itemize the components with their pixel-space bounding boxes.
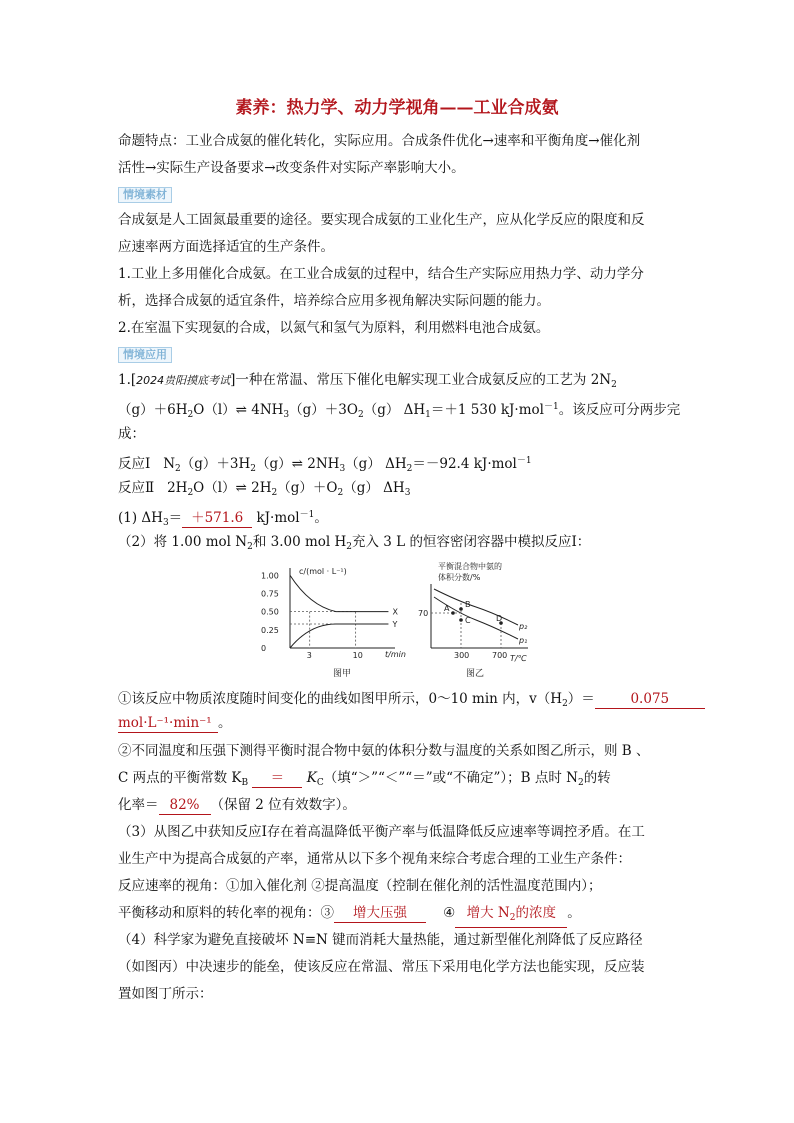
- label-d: D: [496, 614, 503, 623]
- q1-lead: 1.[2024贵阳摸底考试]一种在常温、常压下催化电解实现工业合成氨反应的工艺为 $2N_2$: [118, 372, 617, 390]
- chart-b-xtick-700: 700: [492, 651, 508, 660]
- chart-a-xtick: 3: [306, 651, 312, 660]
- label-a: A: [444, 604, 450, 613]
- answer-k-compare: ＝: [252, 769, 302, 788]
- chart-b-xtick-300: 300: [454, 651, 470, 660]
- circle-2-b: C 两点的平衡常数 $K_B = K_C$（填“＞”“＜”“＝”或“不确定”）；B 点时 $N_2$的转: [118, 770, 611, 788]
- tag-material: 情境素材: [118, 187, 172, 203]
- circle-1-b: mol·L⁻¹·min⁻¹ 。: [118, 715, 232, 731]
- reaction-1: 反应Ⅰ $N_2(g)+3H_2(g)\rightleftharpoons$ $2NH_3(g)$ $\Delta H_2=-92.4$ kJ·mol$^{-1}$: [118, 456, 532, 474]
- material-p1b: 应速率两方面选择适宜的生产条件。: [118, 239, 334, 255]
- series-line-x: [290, 575, 388, 611]
- sub-question-3-c: 反应速率的视角：①加入催化剂 ②提高温度（控制在催化剂的活性温度范围内）；: [118, 878, 602, 894]
- label-c: C: [465, 616, 471, 625]
- series-label-y: Y: [392, 620, 398, 629]
- label-p2: p₂: [519, 622, 528, 631]
- circle-2-a: ②不同温度和压强下测得平衡时混合物中氨的体积分数与温度的关系如图乙所示，则 B 、: [118, 743, 650, 759]
- label-p1: p₁: [519, 636, 528, 645]
- label-b: B: [465, 600, 471, 609]
- sub-question-3-a: （3）从图乙中获知反应Ⅰ存在着高温降低平衡产率与低温降低反应速率等调控矛盾。在工: [118, 824, 645, 840]
- answer-delta-h3: ＋571.6: [182, 509, 252, 528]
- sub-question-3-b: 业生产中为提高合成氨的产率，通常从以下多个视角来综合考虑合理的工业生产条件：: [118, 851, 631, 867]
- material-p2a: 1.工业上多用催化合成氨。在工业合成氨的过程中，结合生产实际应用热力学、动力学分: [118, 266, 644, 282]
- sub-question-1: (1) $\Delta H_3= +571.6$ kJ·mol$^{-1}$。: [118, 510, 328, 528]
- answer-pressure: 增大压强: [334, 904, 426, 923]
- chart-concentration-time: [255, 560, 415, 682]
- chart-b-ylabel-2: 体积分数/%: [438, 573, 481, 582]
- q1-cheng: 成：: [118, 426, 145, 442]
- chart-a-xtick: 10: [352, 651, 363, 660]
- chart-ammonia-fraction: [418, 557, 543, 682]
- material-p1a: 合成氨是人工固氮最重要的途径。要实现合成氨的工业化生产，应从化学反应的限度和反: [118, 212, 645, 228]
- chart-a-ytick: 0.75: [261, 589, 279, 599]
- circle-1-a: ①该反应中物质浓度随时间变化的曲线如图甲所示，0～10 min 内，$v(H_2)= 0.075$: [118, 690, 705, 713]
- chart-b-xlabel: T/℃: [510, 654, 527, 663]
- sub-question-3-d: 平衡移动和原料的转化率的视角：③ 增大压强 ④ 增大 $N_2$的浓度 。: [118, 904, 581, 928]
- chart-a-caption: 图甲: [333, 669, 352, 679]
- answer-rate-unit: mol·L⁻¹·min⁻¹: [118, 714, 218, 733]
- q1-source: 2024贵阳摸底考试: [136, 374, 231, 387]
- q1-equation: $(g)+6H_2O(l)\rightleftharpoons$ $4NH_3(g)+3O_2(g)$ $\Delta H_1=+1$ 530 kJ·mol$^{-1}$。该反应可分两步完: [118, 402, 681, 420]
- chart-a-ylabel: c/(mol · L⁻¹): [299, 567, 347, 576]
- series-label-x: X: [392, 607, 398, 617]
- chart-a-xlabel: t/min: [385, 650, 406, 659]
- sub-question-4-c: 置如图丁所示：: [118, 986, 213, 1002]
- chart-b-ylabel-1: 平衡混合物中氨的: [438, 562, 502, 571]
- reaction-2: 反应Ⅱ $2H_2O(l)\rightleftharpoons$ $2H_2(g)+O_2(g)$ $\Delta H_3$: [118, 480, 411, 498]
- point-a: [451, 611, 455, 615]
- tag-application: 情境应用: [118, 347, 172, 363]
- sub-question-4-a: （4）科学家为避免直接破坏 N≡N 键而消耗大量热能，通过新型催化剂降低了反应路径: [118, 932, 643, 948]
- material-p2b: 析，选择合成氨的适宜条件，培养综合应用多视角解决实际问题的能力。: [118, 293, 550, 309]
- answer-n2-concentration: 增大 $N_2$的浓度: [455, 904, 567, 928]
- sub-question-2: （2）将 1.00 mol $N_2$和 3.00 mol $H_2$充入 3 L 的恒容密闭容器中模拟反应Ⅰ：: [118, 534, 591, 552]
- series-line-y: [290, 624, 388, 648]
- page-title: 素养：热力学、动力学视角——工业合成氨: [235, 98, 559, 118]
- material-p3: 2.在室温下实现氨的合成，以氮气和氢气为原料，利用燃料电池合成氨。: [118, 320, 550, 336]
- intro-line-2: 活性→实际生产设备要求→改变条件对实际产率影响大小。: [118, 160, 465, 176]
- chart-a-ytick: 0.25: [261, 625, 279, 635]
- sub-question-4-b: （如图丙）中决速步的能垒，使该反应在常温、常压下采用电化学方法也能实现，反应装: [118, 959, 645, 975]
- chart-a-ytick: 0: [261, 644, 267, 653]
- chart-b-caption: 图乙: [466, 669, 485, 679]
- chart-a-ytick: 1.00: [261, 571, 279, 581]
- point-c: [459, 618, 463, 622]
- answer-conversion: 82%: [159, 796, 211, 815]
- chart-b-ytick-70: 70: [418, 609, 429, 618]
- circle-2-c: 化率＝ 82% （保留 2 位有效数字）。: [118, 797, 356, 813]
- point-b: [459, 607, 463, 611]
- chart-a-ytick: 0.50: [261, 607, 279, 617]
- intro-line-1: 命题特点：工业合成氨的催化转化，实际应用。合成条件优化→速率和平衡角度→催化剂: [118, 133, 641, 149]
- answer-rate: 0.075: [595, 690, 705, 709]
